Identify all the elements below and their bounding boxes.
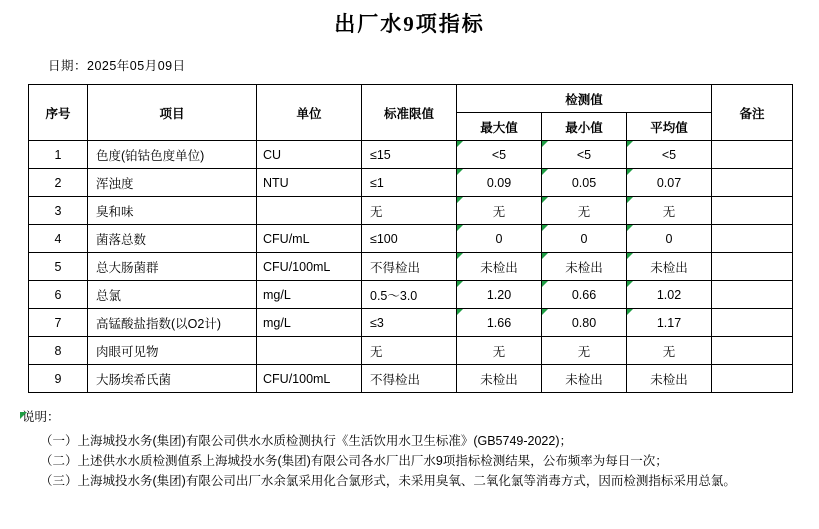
cell-seq: 8 <box>29 337 88 365</box>
cell-remark <box>712 337 793 365</box>
table-row <box>29 253 793 281</box>
cell-item: 色度(铂钴色度单位) <box>88 141 257 169</box>
cell-seq: 2 <box>29 169 88 197</box>
cell-remark <box>712 281 793 309</box>
cell-seq: 1 <box>29 141 88 169</box>
cell-unit <box>257 197 362 225</box>
cell-min: 未检出 <box>542 253 627 281</box>
document-page <box>0 8 819 529</box>
cell-remark <box>712 253 793 281</box>
cell-limit: 0.5～3.0 <box>362 281 457 309</box>
page-title: 出厂水9项指标 <box>334 12 485 36</box>
cell-item: 高锰酸盐指数(以O2计) <box>88 309 257 337</box>
cell-item: 臭和味 <box>88 197 257 225</box>
table-row <box>29 225 793 253</box>
cell-item: 总氯 <box>88 281 257 309</box>
notes-title: 说明： <box>22 410 60 424</box>
header-measured-group: 检测值 <box>457 85 712 113</box>
cell-item: 大肠埃希氏菌 <box>88 365 257 393</box>
header-min: 最小值 <box>542 113 627 141</box>
cell-max: <5 <box>457 141 542 169</box>
cell-seq: 7 <box>29 309 88 337</box>
cell-limit: ≤100 <box>362 225 457 253</box>
cell-unit: mg/L <box>257 281 362 309</box>
cell-avg: 未检出 <box>627 365 712 393</box>
cell-remark <box>712 309 793 337</box>
cell-limit: ≤3 <box>362 309 457 337</box>
cell-unit: CFU/mL <box>257 225 362 253</box>
cell-remark <box>712 365 793 393</box>
cell-item: 浑浊度 <box>88 169 257 197</box>
table-row <box>29 169 793 197</box>
cell-max: 0 <box>457 225 542 253</box>
cell-seq: 5 <box>29 253 88 281</box>
cell-limit: ≤1 <box>362 169 457 197</box>
cell-min: 0 <box>542 225 627 253</box>
cell-limit: 不得检出 <box>362 365 457 393</box>
header-limit: 标准限值 <box>362 85 457 141</box>
cell-avg: 0 <box>627 225 712 253</box>
cell-avg: <5 <box>627 141 712 169</box>
table-row <box>29 365 793 393</box>
cell-avg: 无 <box>627 197 712 225</box>
cell-remark <box>712 169 793 197</box>
note-line-2: （二）上述供水水质检测值系上海城投水务(集团)有限公司各水厂出厂水9项指标检测结果，公布频率为每日一次； <box>40 454 668 468</box>
cell-min: 无 <box>542 337 627 365</box>
cell-avg: 1.17 <box>627 309 712 337</box>
cell-max: 0.09 <box>457 169 542 197</box>
cell-min: 0.80 <box>542 309 627 337</box>
cell-unit: CFU/100mL <box>257 365 362 393</box>
cell-remark <box>712 197 793 225</box>
note-line-3: （三）上海城投水务(集团)有限公司出厂水余氯采用化合氯形式，未采用臭氧、二氧化氯等消毒方式，因而检测指标采用总氯。 <box>40 474 736 488</box>
cell-unit <box>257 337 362 365</box>
table-header-row-1 <box>29 85 793 113</box>
table-row <box>29 197 793 225</box>
cell-remark <box>712 225 793 253</box>
header-item: 项目 <box>88 85 257 141</box>
cell-seq: 4 <box>29 225 88 253</box>
table-row <box>29 309 793 337</box>
table-row <box>29 337 793 365</box>
cell-seq: 3 <box>29 197 88 225</box>
cell-avg: 0.07 <box>627 169 712 197</box>
cell-max: 无 <box>457 337 542 365</box>
notes-section <box>22 407 819 491</box>
cell-item: 菌落总数 <box>88 225 257 253</box>
table-row <box>29 281 793 309</box>
cell-min: 0.66 <box>542 281 627 309</box>
cell-min: <5 <box>542 141 627 169</box>
cell-max: 1.20 <box>457 281 542 309</box>
table-head <box>29 85 793 141</box>
cell-limit: 无 <box>362 197 457 225</box>
header-unit: 单位 <box>257 85 362 141</box>
cell-item: 肉眼可见物 <box>88 337 257 365</box>
cell-min: 未检出 <box>542 365 627 393</box>
cell-limit: 不得检出 <box>362 253 457 281</box>
header-max: 最大值 <box>457 113 542 141</box>
cell-unit: mg/L <box>257 309 362 337</box>
cell-seq: 6 <box>29 281 88 309</box>
header-avg: 平均值 <box>627 113 712 141</box>
table-row <box>29 141 793 169</box>
header-seq: 序号 <box>29 85 88 141</box>
cell-unit: NTU <box>257 169 362 197</box>
cell-max: 未检出 <box>457 365 542 393</box>
cell-limit: ≤15 <box>362 141 457 169</box>
cell-avg: 1.02 <box>627 281 712 309</box>
cell-min: 0.05 <box>542 169 627 197</box>
table-body <box>29 141 793 393</box>
cell-max: 未检出 <box>457 253 542 281</box>
water-quality-table <box>28 84 793 393</box>
cell-max: 无 <box>457 197 542 225</box>
header-remark: 备注 <box>712 85 793 141</box>
cell-min: 无 <box>542 197 627 225</box>
cell-avg: 未检出 <box>627 253 712 281</box>
cell-item: 总大肠菌群 <box>88 253 257 281</box>
cell-seq: 9 <box>29 365 88 393</box>
report-date: 日期：2025年05月09日 <box>48 59 186 73</box>
cell-max: 1.66 <box>457 309 542 337</box>
cell-unit: CFU/100mL <box>257 253 362 281</box>
cell-unit: CU <box>257 141 362 169</box>
comment-marker-icon <box>20 412 27 419</box>
cell-remark <box>712 141 793 169</box>
cell-avg: 无 <box>627 337 712 365</box>
cell-limit: 无 <box>362 337 457 365</box>
note-line-1: （一）上海城投水务(集团)有限公司供水水质检测执行《生活饮用水卫生标准》(GB5749-2022)； <box>40 434 572 448</box>
